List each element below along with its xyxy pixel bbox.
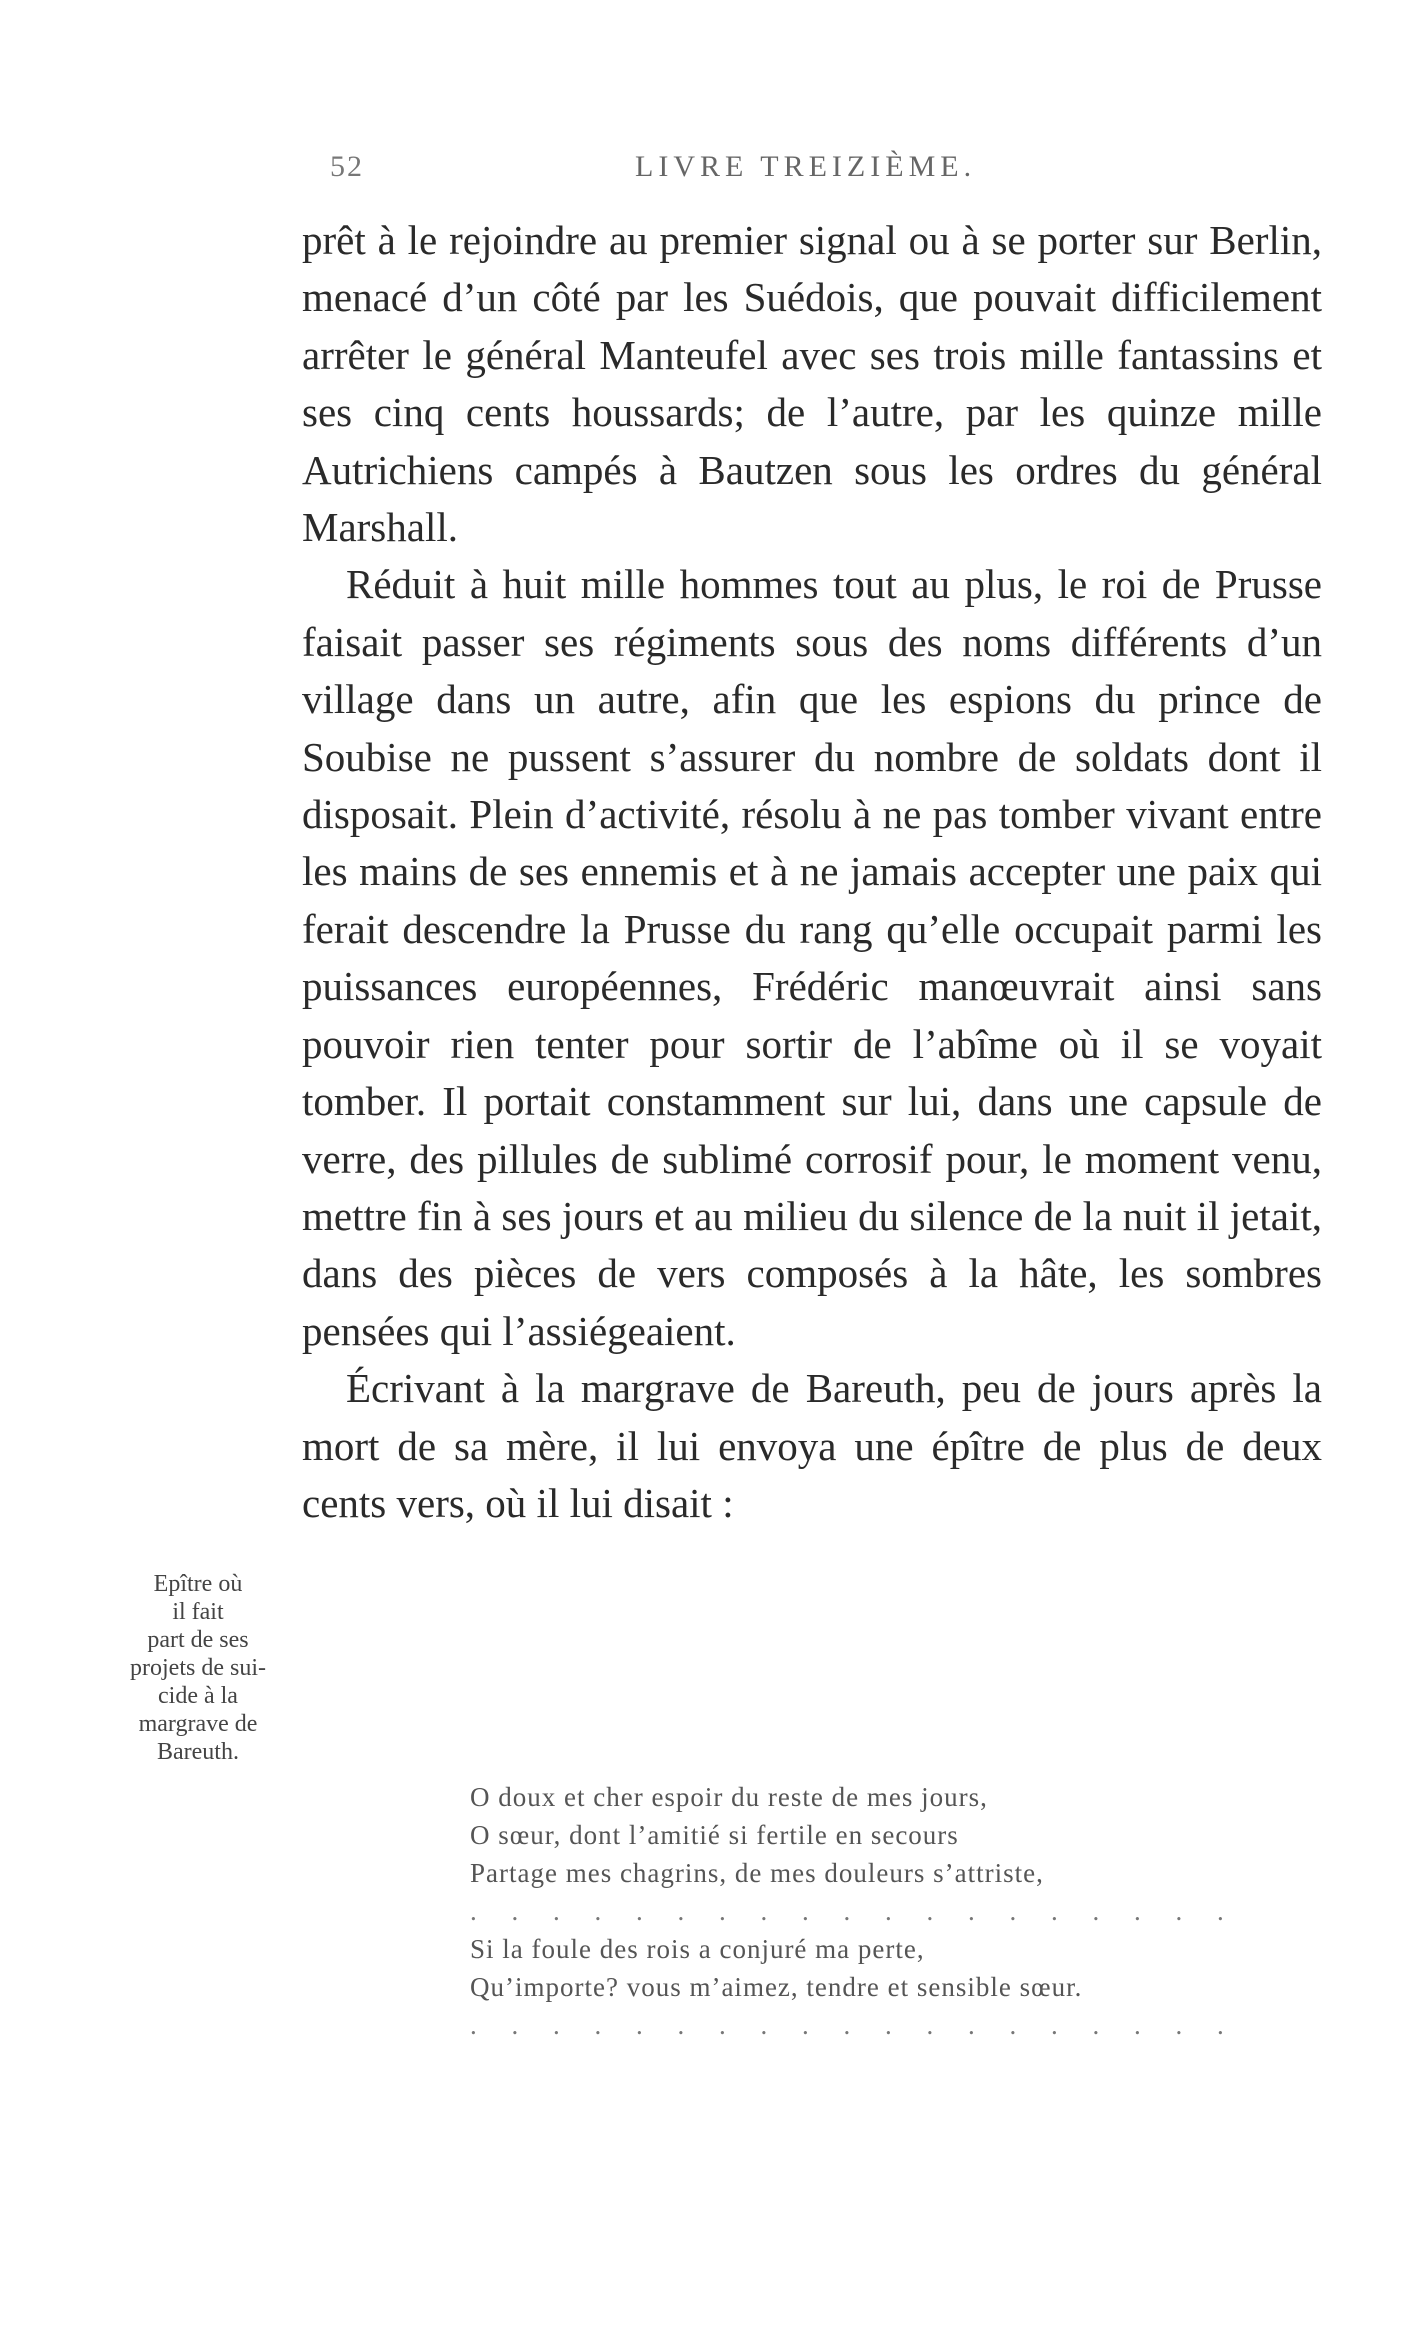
page-header (0, 150, 1413, 190)
running-head: LIVRE TREIZIÈME. (635, 150, 977, 183)
verse-line: Partage mes chagrins, de mes douleurs s’attriste, (470, 1858, 1044, 1888)
margin-note-line: Epître où (153, 1571, 243, 1597)
margin-note-line: projets de sui- (130, 1655, 266, 1681)
verse-line: O sœur, dont l’amitié si fertile en secours (470, 1820, 959, 1850)
verse-line: Si la foule des rois a conjuré ma perte, (470, 1934, 925, 1964)
paragraph-2: Réduit à huit mille hommes tout au plus, le roi de Prusse faisait passer ses régiments sous des noms différents d’un village dans un autre, afin que les espions du prince de Soubise ne pussent s’assurer du nombre de soldats dont il disposait. Plein d’activité, résolu à ne pas tomber vivant entre les mains de ses ennemis et à ne jamais accepter une paix qui ferait descendre la Prusse du rang qu’elle occupait parmi les puissances européennes, Frédéric manœuvrait ainsi sans pouvoir rien tenter pour sortir de l’abîme où il se voyait tomber. Il portait constamment sur lui, dans une capsule de verre, des pillules de sublimé corrosif pour, le moment venu, mettre fin à ses jours et au milieu du silence de la nuit il jetait, dans des pièces de vers composés à la hâte, les sombres pensées qui l’assiégeaient. (302, 561, 1322, 1354)
margin-note-line: part de ses (147, 1627, 249, 1653)
margin-note-line: Bareuth. (157, 1739, 239, 1765)
paragraph-1: prêt à le rejoindre au premier signal ou à se porter sur Berlin, menacé d’un côté par les Suédois, que pouvait difficilement arrêter le général Manteufel avec ses trois mille fantassins et ses cinq cents houssards; de l’autre, par les quinze mille Autrichiens campés à Bautzen sous les ordres du général Marshall. (302, 217, 1322, 551)
body-text (302, 212, 1322, 1532)
verse-line: O doux et cher espoir du reste de mes jours, (470, 1782, 988, 1812)
margin-note-line: il fait (172, 1599, 224, 1625)
poem-excerpt (470, 1778, 1238, 2044)
verse-line: Qu’importe? vous m’aimez, tendre et sensible sœur. (470, 1972, 1083, 2002)
paragraph-3: Écrivant à la margrave de Bareuth, peu de jours après la mort de sa mère, il lui envoya une épître de plus de deux cents vers, où il lui disait : (302, 1365, 1322, 1526)
verse-ellipsis: . . . . . . . . . . . . . . . . . . . (470, 2010, 1238, 2040)
margin-note-line: cide à la (158, 1683, 238, 1709)
page-number: 52 (330, 150, 364, 183)
margin-note-line: margrave de (138, 1711, 258, 1737)
margin-note (108, 1570, 288, 1766)
verse-ellipsis: . . . . . . . . . . . . . . . . . . . (470, 1896, 1238, 1926)
